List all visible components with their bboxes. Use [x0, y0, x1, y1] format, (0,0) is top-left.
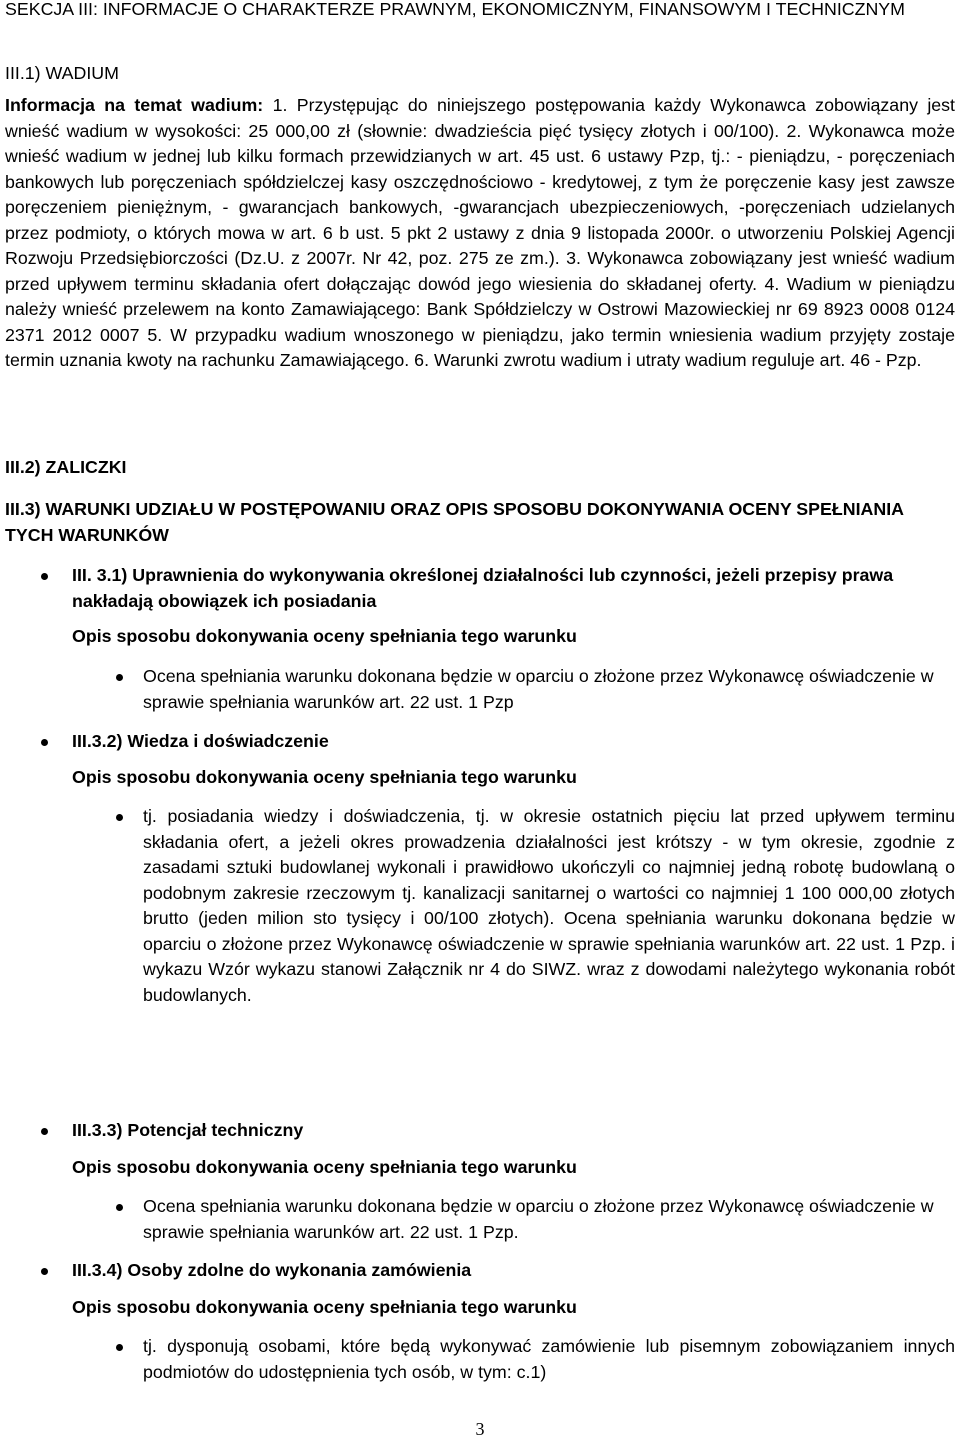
condition-desc: tj. dysponują osobami, które będą wykonywać zamówienie lub pisemnym zobowiązaniem innych podmiotów do udostępnienia tych osób, w tym: c.1)	[5, 1334, 955, 1385]
condition-desc-1	[5, 664, 955, 715]
opis-label: Opis sposobu dokonywania oceny spełniania tego warunku	[72, 1157, 577, 1177]
condition-desc: Ocena spełniania warunku dokonana będzie w oparciu o złożone przez Wykonawcę oświadczenie w sprawie spełniania warunków art. 22 ust. 1 Pzp	[5, 664, 955, 715]
zaliczki-heading: III.2) ZALICZKI	[5, 457, 127, 477]
condition-title: III.3.3) Potencjał techniczny	[5, 1118, 955, 1144]
page-number: 3	[475, 1419, 485, 1439]
condition-desc: tj. posiadania wiedzy i doświadczenia, tj. w okresie ostatnich pięciu lat przed upływem terminu składania ofert, a jeżeli okres prowadzenia działalności jest krótszy - w tym okresie, zgodnie z zasadami sztuki budowlanej wykonali i prawidłowo ukończyli co najmniej jedną robotę budowlaną o podobnym zakresie rzeczowym tj. kanalizacji sanitarnej o wartości co najmniej 1 100 000,00 złotych brutto (jeden milion sto tysięcy i 00/100 złotych). Ocena spełniania warunku dokonana będzie w oparciu o złożone przez Wykonawcę oświadczenie w sprawie spełniania warunków art. 22 ust. 1 Pzp. i wykazu Wzór wykazu stanowi Załącznik nr 4 do SIWZ. wraz z dowodami należytego wykonania robót budowlanych.	[5, 804, 955, 1008]
opis-label: Opis sposobu dokonywania oceny spełniania tego warunku	[72, 767, 577, 787]
wadium-label: Informacja na temat wadium:	[5, 95, 264, 115]
opis-label: Opis sposobu dokonywania oceny spełniania tego warunku	[72, 626, 577, 646]
section-title: SEKCJA III: INFORMACJE O CHARAKTERZE PRAWNYM, EKONOMICZNYM, FINANSOWYM I TECHNICZNYM	[5, 0, 905, 19]
wadium-text: 1. Przystępując do niniejszego postępowania każdy Wykonawca zobowiązany jest wnieść wadium w wysokości: 25 000,00 zł (słownie: dwadzieścia pięć tysięcy złotych i 00/100). 2. Wykonawca może wnieść wadium w jednej lub kilku formach przewidzianych w art. 45 ust. 6 ustawy Pzp, tj.: - pieniądzu, - poręczeniach bankowych lub poręczeniach spółdzielczej kasy oszczędnościowo - kredytowej, z tym że poręczenie kasy jest zawsze poręczeniem pieniężnym, - gwarancjach bankowych, -gwarancjach ubezpieczeniowych, -poręczeniach udzielanych przez podmioty, o których mowa w art. 6 b ust. 5 pkt 2 ustawy z dnia 9 listopada 2000r. o utworzeniu Polskiej Agencji Rozwoju Przedsiębiorczości (Dz.U. z 2007r. Nr 42, poz. 275 ze zm.). 3. Wykonawca zobowiązany jest wnieść wadium przed upływem terminu składania ofert dołączając dowód jego wiesienia do składanej oferty. 4. Wadium w pieniądzu należy wnieść przelewem na konto Zamawiającego: Bank Spółdzielczy w Ostrowi Mazowieckiej nr 69 8923 0008 0124 2371 2012 0007 5. W przypadku wadium wnoszonego w pieniądzu, jako termin wniesienia wadium przyjęty zostaje termin uznania kwoty na rachunku Zamawiającego. 6. Warunki zwrotu wadium i utraty wadium reguluje art. 46 - Pzp.	[5, 95, 955, 370]
condition-title: III.3.4) Osoby zdolne do wykonania zamówienia	[5, 1258, 955, 1284]
condition-desc-2	[5, 804, 955, 1008]
opis-label: Opis sposobu dokonywania oceny spełniania tego warunku	[72, 1297, 577, 1317]
warunki-heading: III.3) WARUNKI UDZIAŁU W POSTĘPOWANIU ORAZ OPIS SPOSOBU DOKONYWANIA OCENY SPEŁNIANIA TYCH WARUNKÓW	[5, 499, 904, 545]
condition-title: III. 3.1) Uprawnienia do wykonywania określonej działalności lub czynności, jeżeli przepisy prawa nakładają obowiązek ich posiadania	[5, 563, 955, 614]
condition-title: III.3.2) Wiedza i doświadczenie	[5, 729, 955, 755]
condition-desc: Ocena spełniania warunku dokonana będzie w oparciu o złożone przez Wykonawcę oświadczenie w sprawie spełniania warunków art. 22 ust. 1 Pzp.	[5, 1194, 955, 1245]
wadium-heading: III.1) WADIUM	[5, 63, 119, 83]
condition-item-2	[5, 729, 955, 755]
condition-item-1	[5, 563, 955, 614]
condition-item-3	[5, 1118, 955, 1144]
wadium-paragraph	[5, 93, 955, 374]
condition-desc-3	[5, 1194, 955, 1245]
condition-desc-4	[5, 1334, 955, 1385]
condition-item-4	[5, 1258, 955, 1284]
